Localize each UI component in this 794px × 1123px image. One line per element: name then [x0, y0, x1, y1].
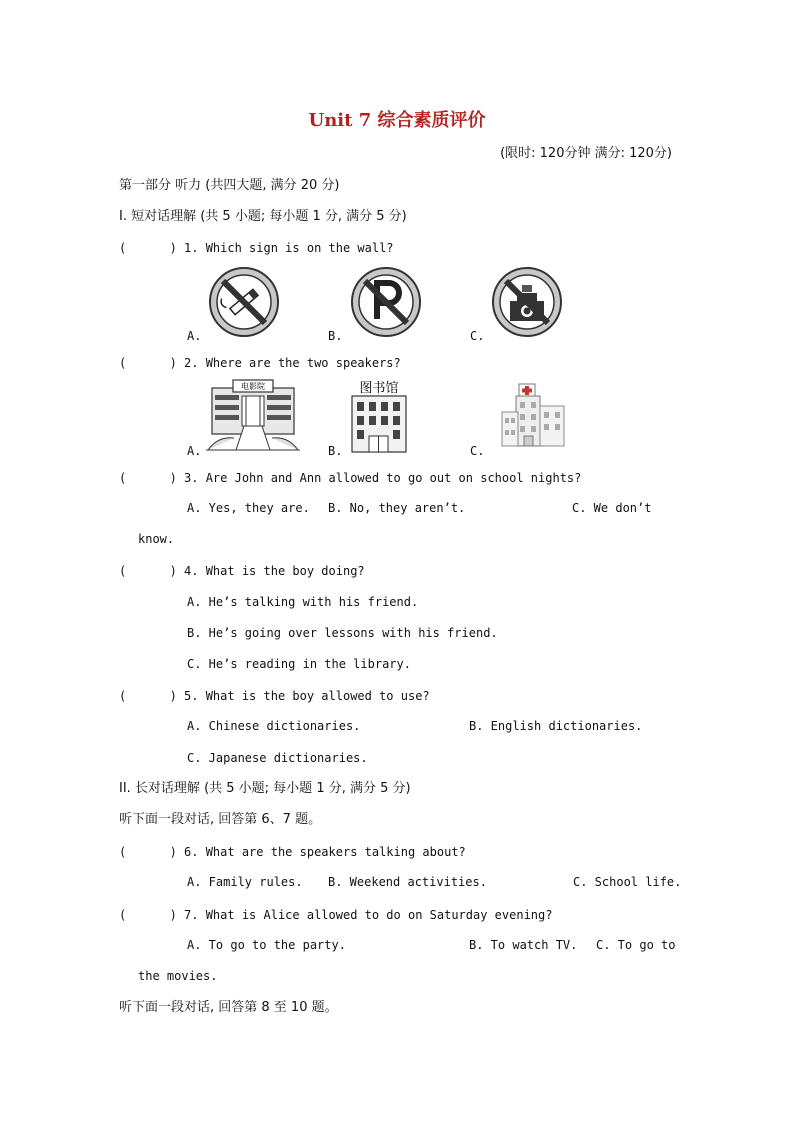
q7-option-b: B. To watch TV. — [469, 938, 578, 952]
hospital-building — [500, 382, 566, 448]
question-7: ( ) 7. What is Alice allowed to do on Saturday evening? — [119, 908, 553, 922]
q3-option-a: A. Yes, they are. — [187, 501, 310, 515]
no-parking-sign — [349, 265, 423, 339]
q1-option-b: B. — [328, 329, 343, 343]
q5-option-b: B. English dictionaries. — [469, 719, 643, 733]
library-building — [348, 378, 410, 454]
q2-option-a: A. — [187, 444, 202, 458]
q5-option-c: C. Japanese dictionaries. — [187, 751, 368, 765]
dialog1-intro: 听下面一段对话, 回答第 6、7 题。 — [119, 812, 322, 827]
q1-option-a: A. — [187, 329, 202, 343]
q2-option-b: B. — [328, 444, 343, 458]
q6-option-b: B. Weekend activities. — [328, 875, 487, 889]
q4-option-b: B. He’s going over lessons with his friend. — [187, 626, 498, 640]
question-5: ( ) 5. What is the boy allowed to use? — [119, 689, 430, 703]
q3-option-c: C. We don’t — [572, 501, 652, 515]
q3-option-c-continued: know. — [138, 532, 175, 546]
q2-option-c: C. — [470, 444, 485, 458]
q3-option-b: B. No, they aren’t. — [328, 501, 466, 515]
section1-heading: I. 短对话理解 (共 5 小题; 每小题 1 分, 满分 5 分) — [119, 209, 407, 224]
question-4: ( ) 4. What is the boy doing? — [119, 564, 365, 578]
cinema-building — [206, 378, 300, 454]
question-6: ( ) 6. What are the speakers talking about? — [119, 845, 466, 859]
q7-option-c: C. To go to — [596, 938, 676, 952]
q1-option-c: C. — [470, 329, 485, 343]
library-sign: 图书馆 — [359, 381, 399, 396]
part1-heading: 第一部分 听力 (共四大题, 满分 20 分) — [119, 178, 340, 193]
q5-option-a: A. Chinese dictionaries. — [187, 719, 361, 733]
q4-option-a: A. He’s talking with his friend. — [187, 595, 419, 609]
q6-option-c: C. School life. — [573, 875, 682, 889]
dialog2-intro: 听下面一段对话, 回答第 8 至 10 题。 — [119, 1000, 338, 1015]
q7-option-c-continued: the movies. — [138, 969, 218, 983]
question-3: ( ) 3. Are John and Ann allowed to go out on school nights? — [119, 471, 582, 485]
no-photography-sign — [490, 265, 564, 339]
page-title: Unit 7 综合素质评价 — [308, 110, 486, 131]
section2-heading: II. 长对话理解 (共 5 小题; 每小题 1 分, 满分 5 分) — [119, 781, 411, 796]
question-2: ( ) 2. Where are the two speakers? — [119, 356, 401, 370]
question-1: ( ) 1. Which sign is on the wall? — [119, 241, 394, 255]
q6-option-a: A. Family rules. — [187, 875, 303, 889]
cinema-sign: 电影院 — [241, 382, 265, 391]
no-smoking-sign — [207, 265, 281, 339]
q7-option-a: A. To go to the party. — [187, 938, 346, 952]
q4-option-c: C. He’s reading in the library. — [187, 657, 411, 671]
time-info: (限时: 120分钟 满分: 120分) — [500, 146, 672, 161]
